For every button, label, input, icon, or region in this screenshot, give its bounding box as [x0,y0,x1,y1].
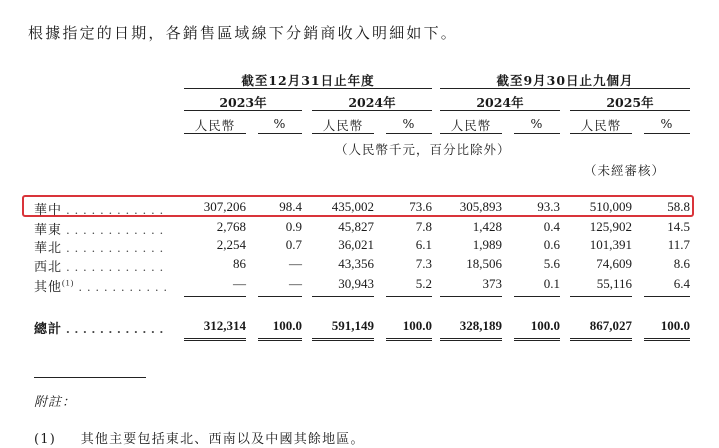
footnote-divider [34,377,146,378]
percent-cell: 6.4 [673,276,690,291]
percent-cell: 100.0 [402,318,432,333]
amount-cell: 30,943 [338,276,374,291]
total-double-rule [514,338,560,341]
header-percent: % [402,116,416,131]
amount-cell: — [233,276,246,291]
header-sub-underline [514,133,560,134]
leader-dots: . . . . . . . . . . . . [62,259,165,274]
percent-cell: 8.6 [673,256,690,271]
amount-cell: 101,391 [589,237,632,252]
header-year-underline [312,110,432,111]
subtotal-rule [184,296,246,297]
percent-cell: 5.2 [415,276,432,291]
percent-cell: 7.3 [415,256,432,271]
table-row [0,219,719,237]
region-label [34,199,164,218]
leader-dots: . . . . . . . . . . . [74,279,168,294]
amount-cell: 435,002 [331,199,374,214]
percent-cell: 0.9 [285,219,302,234]
table-row [0,199,719,217]
percent-cell: 7.8 [415,219,432,234]
leader-dots: . . . . . . . . . . . . [62,321,165,336]
region-label [34,318,164,337]
header-sub-underline [440,133,502,134]
header-sub-underline [184,133,246,134]
header-rmb: 人民幣 [322,118,364,133]
intro-paragraph: 根據指定的日期，各銷售區域線下分銷商收入明細如下。 [28,24,459,42]
total-double-rule [386,338,432,341]
percent-cell: 11.7 [667,237,690,252]
percent-cell: — [289,256,302,271]
amount-cell: 1,428 [472,219,502,234]
header-sub-underline [258,133,302,134]
amount-cell: 45,827 [338,219,374,234]
total-double-rule [440,338,502,341]
total-double-rule [644,338,690,341]
header-percent: % [273,116,287,131]
header-sub-underline [312,133,374,134]
percent-cell: 93.3 [537,199,560,214]
leader-dots: . . . . . . . . . . . . [62,202,165,217]
header-year-underline [184,110,302,111]
percent-cell: 14.5 [667,219,690,234]
subtotal-rule [312,296,374,297]
percent-cell: 58.8 [667,199,690,214]
header-year-underline [570,110,690,111]
region-label [34,219,164,238]
amount-cell: 125,902 [589,219,632,234]
header-year-2023: 2023年 [219,95,267,110]
region-name: 華北 [34,240,63,255]
subtotal-rule [440,296,502,297]
total-double-rule [258,338,302,341]
table-row [0,276,719,294]
header-percent: % [530,116,544,131]
header-rmb: 人民幣 [450,118,492,133]
amount-cell: 86 [233,256,246,271]
amount-cell: 307,206 [203,199,246,214]
leader-dots: . . . . . . . . . . . . [62,240,165,255]
header-sub-underline [570,133,632,134]
percent-cell: 0.1 [543,276,560,291]
region-name: 華東 [34,222,63,237]
region-name: 其他 [34,279,63,294]
table-row [0,237,719,255]
units-note: （人民幣千元，百分比除外） [335,142,511,157]
percent-cell: 5.6 [543,256,560,271]
percent-cell: 6.1 [415,237,432,252]
table-row [0,256,719,274]
region-label [34,276,168,295]
header-year-2024-nine-months: 2024年 [476,95,524,110]
amount-cell: 2,768 [216,219,246,234]
header-year-underline [440,110,560,111]
amount-cell: 2,254 [216,237,246,252]
header-year-2024: 2024年 [348,95,396,110]
percent-cell: 100.0 [272,318,302,333]
amount-cell: 510,009 [589,199,632,214]
amount-cell: 55,116 [596,276,632,291]
subtotal-rule [514,296,560,297]
region-label [34,256,164,275]
header-nine-months-group: 截至9月30日止九個月 [496,73,634,88]
amount-cell: 18,506 [466,256,502,271]
header-percent: % [660,116,674,131]
unaudited-note: （未經審核） [584,163,666,178]
amount-cell: 373 [482,276,502,291]
amount-cell: 36,021 [338,237,374,252]
percent-cell: 98.4 [279,199,302,214]
header-group1-underline [184,88,432,89]
header-rmb: 人民幣 [580,118,622,133]
amount-cell: 1,989 [472,237,502,252]
region-name: 西北 [34,259,63,274]
percent-cell: — [289,276,302,291]
region-label [34,237,164,256]
amount-cell: 74,609 [596,256,632,271]
percent-cell: 100.0 [530,318,560,333]
percent-cell: 0.7 [285,237,302,252]
subtotal-rule [386,296,432,297]
percent-cell: 100.0 [660,318,690,333]
amount-cell: 305,893 [459,199,502,214]
header-sub-underline [644,133,690,134]
header-sub-underline [386,133,432,134]
header-group2-underline [440,88,690,89]
total-double-rule [570,338,632,341]
total-row [0,318,719,336]
percent-cell: 73.6 [409,199,432,214]
amount-cell: 43,356 [338,256,374,271]
region-name: 華中 [34,202,63,217]
header-year-end-group: 截至12月31日止年度 [241,73,375,88]
amount-cell: 591,149 [331,318,374,333]
subtotal-rule [644,296,690,297]
footnote-text: 其他主要包括東北、西南以及中國其餘地區。 [80,432,365,447]
header-year-2025: 2025年 [606,95,654,110]
footnote-1 [34,428,365,447]
total-double-rule [184,338,246,341]
header-rmb: 人民幣 [194,118,236,133]
footnote-heading: 附註： [34,395,77,410]
region-name: 總計 [34,321,63,336]
amount-cell: 312,314 [203,318,246,333]
total-double-rule [312,338,374,341]
subtotal-rule [570,296,632,297]
subtotal-rule [258,296,302,297]
footnote-ref: (1) [62,278,75,288]
footnote-marker: (1) [34,432,57,447]
leader-dots: . . . . . . . . . . . . [62,222,165,237]
percent-cell: 0.6 [543,237,560,252]
amount-cell: 328,189 [459,318,502,333]
amount-cell: 867,027 [589,318,632,333]
percent-cell: 0.4 [543,219,560,234]
